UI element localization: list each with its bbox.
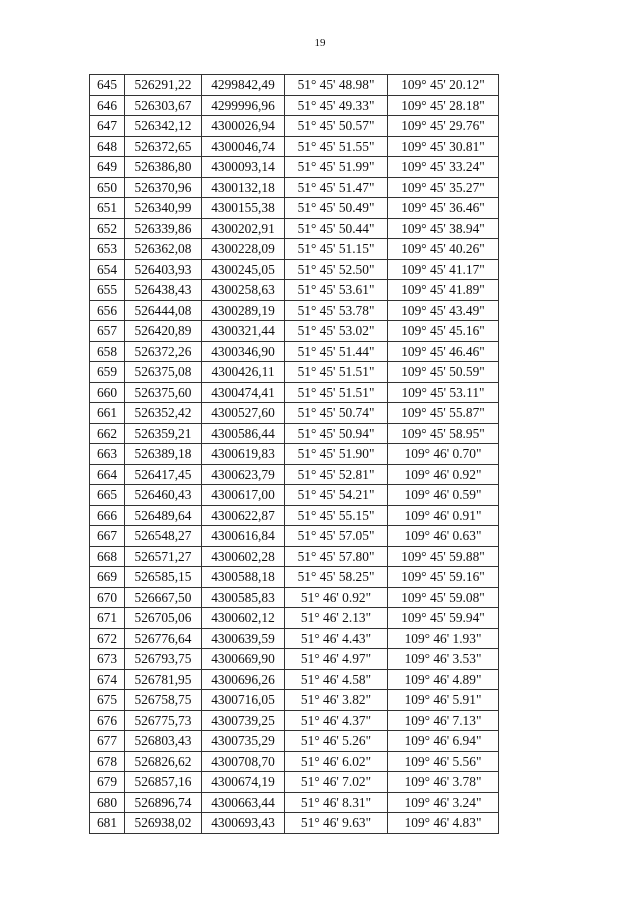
latitude-cell: 51° 45' 51.47" xyxy=(285,177,388,198)
table-row xyxy=(90,382,499,403)
table-row xyxy=(90,362,499,383)
table-row xyxy=(90,792,499,813)
point-number-cell: 665 xyxy=(90,485,125,506)
x-coordinate-cell: 526291,22 xyxy=(125,75,202,96)
point-number-cell: 657 xyxy=(90,321,125,342)
table-row xyxy=(90,669,499,690)
latitude-cell: 51° 45' 53.61" xyxy=(285,280,388,301)
y-coordinate-cell: 4300588,18 xyxy=(202,567,285,588)
y-coordinate-cell: 4300258,63 xyxy=(202,280,285,301)
table-row xyxy=(90,464,499,485)
y-coordinate-cell: 4300696,26 xyxy=(202,669,285,690)
latitude-cell: 51° 45' 57.80" xyxy=(285,546,388,567)
x-coordinate-cell: 526460,43 xyxy=(125,485,202,506)
table-row xyxy=(90,772,499,793)
point-number-cell: 654 xyxy=(90,259,125,280)
longitude-cell: 109° 46' 7.13" xyxy=(388,710,499,731)
latitude-cell: 51° 46' 3.82" xyxy=(285,690,388,711)
latitude-cell: 51° 45' 57.05" xyxy=(285,526,388,547)
point-number-cell: 677 xyxy=(90,731,125,752)
latitude-cell: 51° 45' 51.44" xyxy=(285,341,388,362)
table-row xyxy=(90,300,499,321)
longitude-cell: 109° 45' 59.08" xyxy=(388,587,499,608)
longitude-cell: 109° 45' 55.87" xyxy=(388,403,499,424)
x-coordinate-cell: 526438,43 xyxy=(125,280,202,301)
table-row xyxy=(90,341,499,362)
x-coordinate-cell: 526705,06 xyxy=(125,608,202,629)
x-coordinate-cell: 526359,21 xyxy=(125,423,202,444)
latitude-cell: 51° 45' 49.33" xyxy=(285,95,388,116)
x-coordinate-cell: 526303,67 xyxy=(125,95,202,116)
table-row xyxy=(90,116,499,137)
point-number-cell: 662 xyxy=(90,423,125,444)
longitude-cell: 109° 46' 0.92" xyxy=(388,464,499,485)
longitude-cell: 109° 45' 36.46" xyxy=(388,198,499,219)
y-coordinate-cell: 4300527,60 xyxy=(202,403,285,424)
table-row xyxy=(90,239,499,260)
table-row xyxy=(90,546,499,567)
table-row xyxy=(90,95,499,116)
latitude-cell: 51° 45' 55.15" xyxy=(285,505,388,526)
longitude-cell: 109° 45' 33.24" xyxy=(388,157,499,178)
x-coordinate-cell: 526938,02 xyxy=(125,813,202,834)
y-coordinate-cell: 4300202,91 xyxy=(202,218,285,239)
x-coordinate-cell: 526793,75 xyxy=(125,649,202,670)
y-coordinate-cell: 4300639,59 xyxy=(202,628,285,649)
longitude-cell: 109° 46' 6.94" xyxy=(388,731,499,752)
longitude-cell: 109° 45' 38.94" xyxy=(388,218,499,239)
table-row xyxy=(90,567,499,588)
y-coordinate-cell: 4300622,87 xyxy=(202,505,285,526)
longitude-cell: 109° 45' 59.88" xyxy=(388,546,499,567)
longitude-cell: 109° 45' 29.76" xyxy=(388,116,499,137)
point-number-cell: 647 xyxy=(90,116,125,137)
latitude-cell: 51° 46' 4.58" xyxy=(285,669,388,690)
point-number-cell: 660 xyxy=(90,382,125,403)
point-number-cell: 661 xyxy=(90,403,125,424)
table-row xyxy=(90,526,499,547)
y-coordinate-cell: 4300693,43 xyxy=(202,813,285,834)
y-coordinate-cell: 4300663,44 xyxy=(202,792,285,813)
longitude-cell: 109° 45' 53.11" xyxy=(388,382,499,403)
latitude-cell: 51° 45' 50.44" xyxy=(285,218,388,239)
point-number-cell: 675 xyxy=(90,690,125,711)
latitude-cell: 51° 46' 4.97" xyxy=(285,649,388,670)
point-number-cell: 666 xyxy=(90,505,125,526)
y-coordinate-cell: 4300245,05 xyxy=(202,259,285,280)
table-row xyxy=(90,587,499,608)
longitude-cell: 109° 45' 20.12" xyxy=(388,75,499,96)
latitude-cell: 51° 45' 52.50" xyxy=(285,259,388,280)
latitude-cell: 51° 45' 51.55" xyxy=(285,136,388,157)
point-number-cell: 652 xyxy=(90,218,125,239)
latitude-cell: 51° 45' 51.51" xyxy=(285,362,388,383)
table-row xyxy=(90,710,499,731)
coordinates-table-body xyxy=(90,75,499,834)
x-coordinate-cell: 526571,27 xyxy=(125,546,202,567)
latitude-cell: 51° 45' 51.90" xyxy=(285,444,388,465)
point-number-cell: 671 xyxy=(90,608,125,629)
table-row xyxy=(90,649,499,670)
x-coordinate-cell: 526420,89 xyxy=(125,321,202,342)
table-row xyxy=(90,628,499,649)
table-row xyxy=(90,505,499,526)
longitude-cell: 109° 45' 35.27" xyxy=(388,177,499,198)
x-coordinate-cell: 526389,18 xyxy=(125,444,202,465)
x-coordinate-cell: 526857,16 xyxy=(125,772,202,793)
point-number-cell: 674 xyxy=(90,669,125,690)
y-coordinate-cell: 4300585,83 xyxy=(202,587,285,608)
longitude-cell: 109° 45' 28.18" xyxy=(388,95,499,116)
longitude-cell: 109° 46' 0.91" xyxy=(388,505,499,526)
table-row xyxy=(90,444,499,465)
point-number-cell: 646 xyxy=(90,95,125,116)
table-row xyxy=(90,608,499,629)
x-coordinate-cell: 526340,99 xyxy=(125,198,202,219)
y-coordinate-cell: 4300132,18 xyxy=(202,177,285,198)
x-coordinate-cell: 526667,50 xyxy=(125,587,202,608)
table-row xyxy=(90,75,499,96)
x-coordinate-cell: 526548,27 xyxy=(125,526,202,547)
point-number-cell: 656 xyxy=(90,300,125,321)
point-number-cell: 680 xyxy=(90,792,125,813)
latitude-cell: 51° 45' 50.94" xyxy=(285,423,388,444)
y-coordinate-cell: 4300602,12 xyxy=(202,608,285,629)
latitude-cell: 51° 45' 51.99" xyxy=(285,157,388,178)
latitude-cell: 51° 45' 52.81" xyxy=(285,464,388,485)
page-number: 19 xyxy=(314,37,326,49)
latitude-cell: 51° 45' 58.25" xyxy=(285,567,388,588)
point-number-cell: 653 xyxy=(90,239,125,260)
longitude-cell: 109° 46' 0.59" xyxy=(388,485,499,506)
y-coordinate-cell: 4300093,14 xyxy=(202,157,285,178)
point-number-cell: 648 xyxy=(90,136,125,157)
x-coordinate-cell: 526585,15 xyxy=(125,567,202,588)
longitude-cell: 109° 45' 59.94" xyxy=(388,608,499,629)
longitude-cell: 109° 46' 3.24" xyxy=(388,792,499,813)
x-coordinate-cell: 526375,08 xyxy=(125,362,202,383)
x-coordinate-cell: 526375,60 xyxy=(125,382,202,403)
longitude-cell: 109° 46' 0.70" xyxy=(388,444,499,465)
table-row xyxy=(90,218,499,239)
table-row xyxy=(90,403,499,424)
x-coordinate-cell: 526417,45 xyxy=(125,464,202,485)
latitude-cell: 51° 46' 4.43" xyxy=(285,628,388,649)
point-number-cell: 673 xyxy=(90,649,125,670)
x-coordinate-cell: 526372,65 xyxy=(125,136,202,157)
y-coordinate-cell: 4300586,44 xyxy=(202,423,285,444)
y-coordinate-cell: 4300623,79 xyxy=(202,464,285,485)
table-row xyxy=(90,259,499,280)
y-coordinate-cell: 4300474,41 xyxy=(202,382,285,403)
point-number-cell: 655 xyxy=(90,280,125,301)
latitude-cell: 51° 45' 51.51" xyxy=(285,382,388,403)
x-coordinate-cell: 526386,80 xyxy=(125,157,202,178)
table-row xyxy=(90,157,499,178)
point-number-cell: 651 xyxy=(90,198,125,219)
y-coordinate-cell: 4300046,74 xyxy=(202,136,285,157)
longitude-cell: 109° 46' 4.89" xyxy=(388,669,499,690)
point-number-cell: 670 xyxy=(90,587,125,608)
x-coordinate-cell: 526781,95 xyxy=(125,669,202,690)
longitude-cell: 109° 46' 1.93" xyxy=(388,628,499,649)
y-coordinate-cell: 4300619,83 xyxy=(202,444,285,465)
table-row xyxy=(90,485,499,506)
longitude-cell: 109° 45' 30.81" xyxy=(388,136,499,157)
table-row xyxy=(90,136,499,157)
longitude-cell: 109° 46' 5.91" xyxy=(388,690,499,711)
x-coordinate-cell: 526776,64 xyxy=(125,628,202,649)
point-number-cell: 658 xyxy=(90,341,125,362)
table-row xyxy=(90,813,499,834)
table-row xyxy=(90,423,499,444)
latitude-cell: 51° 46' 7.02" xyxy=(285,772,388,793)
latitude-cell: 51° 46' 6.02" xyxy=(285,751,388,772)
point-number-cell: 650 xyxy=(90,177,125,198)
latitude-cell: 51° 46' 2.13" xyxy=(285,608,388,629)
latitude-cell: 51° 45' 50.74" xyxy=(285,403,388,424)
point-number-cell: 649 xyxy=(90,157,125,178)
point-number-cell: 663 xyxy=(90,444,125,465)
table-row xyxy=(90,731,499,752)
latitude-cell: 51° 46' 5.26" xyxy=(285,731,388,752)
y-coordinate-cell: 4300669,90 xyxy=(202,649,285,670)
latitude-cell: 51° 46' 4.37" xyxy=(285,710,388,731)
y-coordinate-cell: 4299842,49 xyxy=(202,75,285,96)
y-coordinate-cell: 4300602,28 xyxy=(202,546,285,567)
y-coordinate-cell: 4300321,44 xyxy=(202,321,285,342)
x-coordinate-cell: 526826,62 xyxy=(125,751,202,772)
x-coordinate-cell: 526775,73 xyxy=(125,710,202,731)
longitude-cell: 109° 45' 43.49" xyxy=(388,300,499,321)
x-coordinate-cell: 526896,74 xyxy=(125,792,202,813)
longitude-cell: 109° 46' 4.83" xyxy=(388,813,499,834)
point-number-cell: 667 xyxy=(90,526,125,547)
point-number-cell: 681 xyxy=(90,813,125,834)
y-coordinate-cell: 4300289,19 xyxy=(202,300,285,321)
longitude-cell: 109° 45' 50.59" xyxy=(388,362,499,383)
longitude-cell: 109° 46' 3.53" xyxy=(388,649,499,670)
y-coordinate-cell: 4300616,84 xyxy=(202,526,285,547)
longitude-cell: 109° 45' 46.46" xyxy=(388,341,499,362)
table-row xyxy=(90,690,499,711)
table-row xyxy=(90,198,499,219)
x-coordinate-cell: 526372,26 xyxy=(125,341,202,362)
latitude-cell: 51° 46' 9.63" xyxy=(285,813,388,834)
y-coordinate-cell: 4300228,09 xyxy=(202,239,285,260)
point-number-cell: 668 xyxy=(90,546,125,567)
y-coordinate-cell: 4300735,29 xyxy=(202,731,285,752)
y-coordinate-cell: 4300739,25 xyxy=(202,710,285,731)
latitude-cell: 51° 45' 54.21" xyxy=(285,485,388,506)
coordinates-table xyxy=(89,74,499,834)
longitude-cell: 109° 46' 0.63" xyxy=(388,526,499,547)
longitude-cell: 109° 45' 45.16" xyxy=(388,321,499,342)
point-number-cell: 645 xyxy=(90,75,125,96)
table-row xyxy=(90,751,499,772)
y-coordinate-cell: 4300617,00 xyxy=(202,485,285,506)
table-row xyxy=(90,321,499,342)
y-coordinate-cell: 4300716,05 xyxy=(202,690,285,711)
y-coordinate-cell: 4300708,70 xyxy=(202,751,285,772)
latitude-cell: 51° 45' 50.49" xyxy=(285,198,388,219)
longitude-cell: 109° 46' 3.78" xyxy=(388,772,499,793)
x-coordinate-cell: 526758,75 xyxy=(125,690,202,711)
x-coordinate-cell: 526342,12 xyxy=(125,116,202,137)
longitude-cell: 109° 45' 58.95" xyxy=(388,423,499,444)
y-coordinate-cell: 4300155,38 xyxy=(202,198,285,219)
longitude-cell: 109° 46' 5.56" xyxy=(388,751,499,772)
x-coordinate-cell: 526803,43 xyxy=(125,731,202,752)
y-coordinate-cell: 4300026,94 xyxy=(202,116,285,137)
point-number-cell: 672 xyxy=(90,628,125,649)
latitude-cell: 51° 45' 51.15" xyxy=(285,239,388,260)
latitude-cell: 51° 46' 8.31" xyxy=(285,792,388,813)
latitude-cell: 51° 46' 0.92" xyxy=(285,587,388,608)
latitude-cell: 51° 45' 50.57" xyxy=(285,116,388,137)
point-number-cell: 678 xyxy=(90,751,125,772)
latitude-cell: 51° 45' 53.02" xyxy=(285,321,388,342)
x-coordinate-cell: 526370,96 xyxy=(125,177,202,198)
x-coordinate-cell: 526489,64 xyxy=(125,505,202,526)
y-coordinate-cell: 4300674,19 xyxy=(202,772,285,793)
x-coordinate-cell: 526352,42 xyxy=(125,403,202,424)
point-number-cell: 659 xyxy=(90,362,125,383)
y-coordinate-cell: 4299996,96 xyxy=(202,95,285,116)
longitude-cell: 109° 45' 40.26" xyxy=(388,239,499,260)
point-number-cell: 664 xyxy=(90,464,125,485)
table-row xyxy=(90,177,499,198)
table-row xyxy=(90,280,499,301)
x-coordinate-cell: 526403,93 xyxy=(125,259,202,280)
y-coordinate-cell: 4300346,90 xyxy=(202,341,285,362)
point-number-cell: 676 xyxy=(90,710,125,731)
longitude-cell: 109° 45' 59.16" xyxy=(388,567,499,588)
latitude-cell: 51° 45' 53.78" xyxy=(285,300,388,321)
x-coordinate-cell: 526444,08 xyxy=(125,300,202,321)
longitude-cell: 109° 45' 41.89" xyxy=(388,280,499,301)
x-coordinate-cell: 526362,08 xyxy=(125,239,202,260)
longitude-cell: 109° 45' 41.17" xyxy=(388,259,499,280)
point-number-cell: 679 xyxy=(90,772,125,793)
y-coordinate-cell: 4300426,11 xyxy=(202,362,285,383)
point-number-cell: 669 xyxy=(90,567,125,588)
x-coordinate-cell: 526339,86 xyxy=(125,218,202,239)
latitude-cell: 51° 45' 48.98" xyxy=(285,75,388,96)
